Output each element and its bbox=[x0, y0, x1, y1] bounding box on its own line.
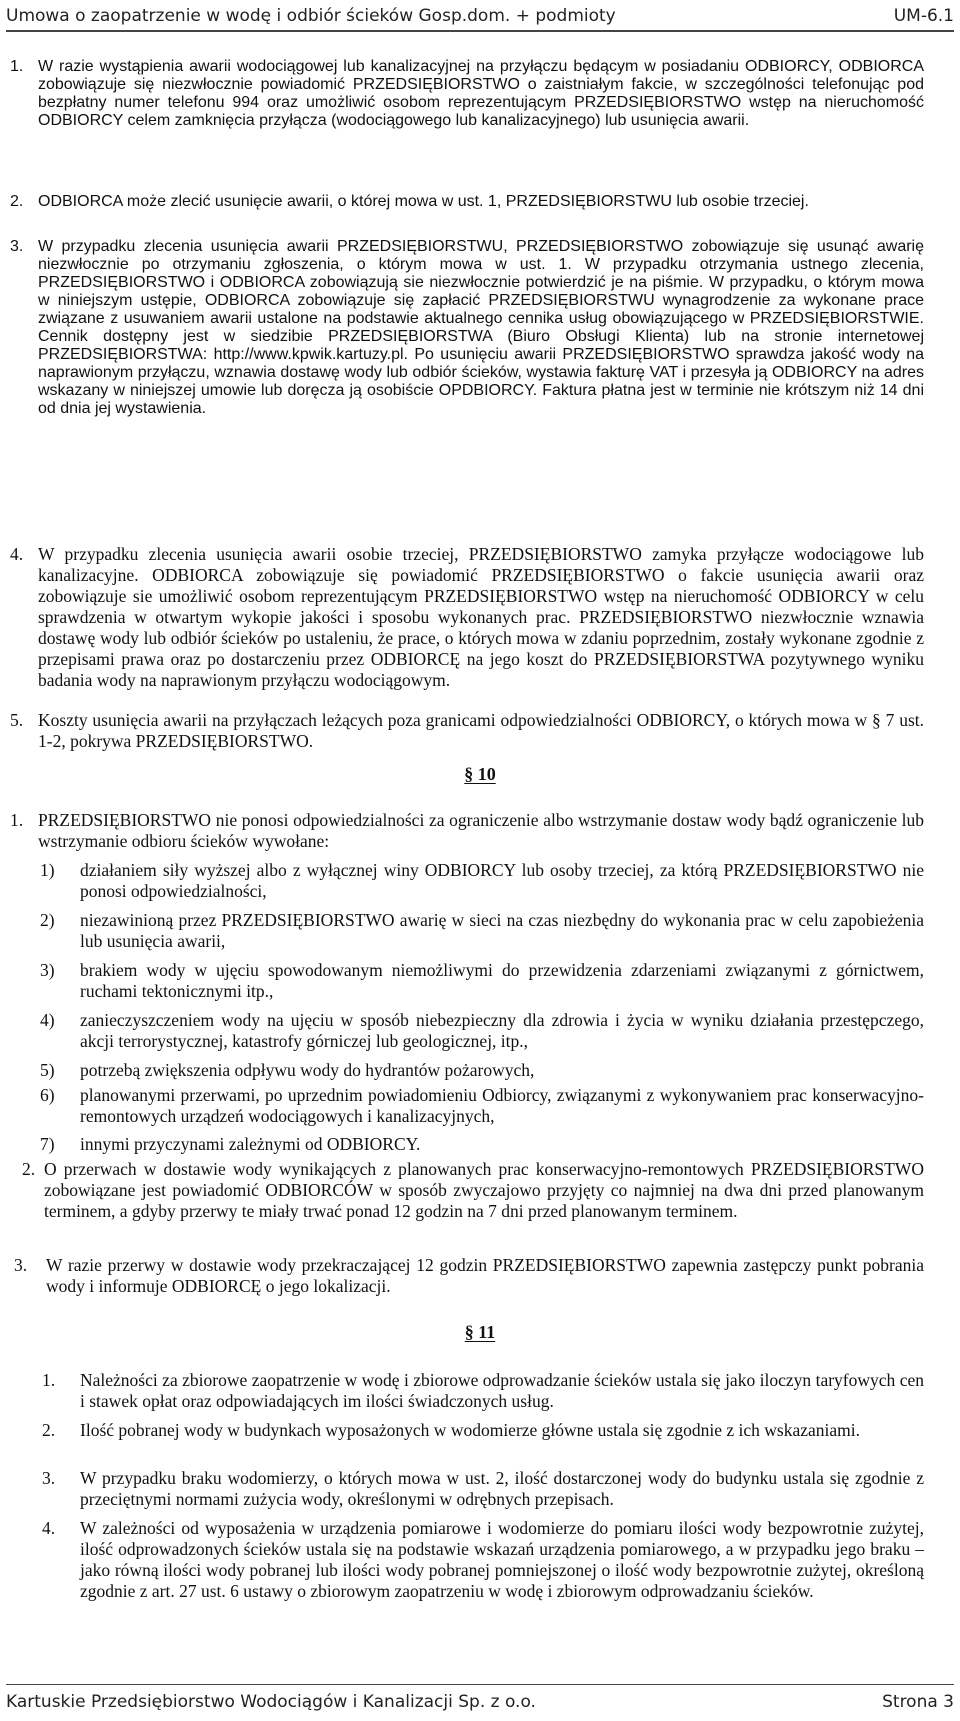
paragraph-number: 5. bbox=[10, 710, 24, 730]
section-10-intro bbox=[4, 810, 924, 852]
paragraph-text: W razie wystąpienia awarii wodociągowej lub kanalizacyjnej na przyłączu będącym w posiadaniu ODBIORCY, ODBIORCA zobowiązuje się niezwłocznie powiadomić PRZEDSIĘBIORSTWO o zaistniałym fakcie, w szczególności telefonując pod bezpłatny numer telefonu 994 oraz umożliwić osobom reprezentującym PRZEDSIĘBIORSTWO wstęp na nieruchomość ODBIORCY celem zamknięcia przyłącza (wodociągowego lub kanalizacyjnego) lub usunięcia awarii. bbox=[38, 58, 924, 129]
paragraph-text: W przypadku zlecenia usunięcia awarii osobie trzeciej, PRZEDSIĘBIORSTWO zamyka przyłącze wodociągowe lub kanalizacyjne. ODBIORCA zobowiązuje się powiadomić PRZEDSIĘBIORSTWO o fakcie usunięcia awarii oraz zobowiązuje sie umożliwić osobom reprezentującym PRZEDSIĘBIORSTWO wstęp na nieruchomość ODBIORCY w celu sprawdzenia w otwartym wykopie jakości i sposobu wykonanych prac. PRZEDSIĘBIORSTWO niezwłocznie wznawia dostawę wody lub odbiór ścieków po ustaleniu, że prace, o których mowa w zdaniu poprzednim, zostały wykonane zgodnie z przepisami prawa oraz po dostarczeniu przez ODBIORCĘ na jego koszt do PRZEDSIĘBIORSTWA pozytywnego wyniku badania wody na naprawionym przyłączu wodociągowym. bbox=[38, 544, 924, 690]
page-footer bbox=[6, 1684, 954, 1714]
paragraph-text: W przypadku braku wodomierzy, o których mowa w ust. 2, ilość dostarczonej wody do budynku ustala się zgodnie z przeciętnymi normami zużycia wody, określonymi w odrębnych przepisach. bbox=[80, 1468, 924, 1509]
paragraph-number: 3. bbox=[42, 1468, 56, 1488]
paragraph-number: 2. bbox=[10, 193, 24, 210]
paragraph-number: 1. bbox=[42, 1370, 56, 1390]
paragraph-text: W przypadku zlecenia usunięcia awarii PRZEDSIĘBIORSTWU, PRZEDSIĘBIORSTWO zobowiązuje się usunąć awarię niezwłocznie po otrzymaniu zgłoszenia, o którym mowa w ust. 1. W przypadku otrzymania ustnego zlecenia, PRZEDSIĘBIORSTWO i ODBIORCA zobowiązują sie niezwłocznie potwierdzić je na piśmie. W przypadku, o którym mowa w niniejszym ustępie, ODBIORCA zobowiązuje się zapłacić PRZEDSIĘBIORSTWU wynagrodzenie za wykonane prace związane z usuwaniem awarii ustalone na podstawie aktualnego cennika usług obowiązującego w PRZEDSIĘBIORSTWIE. Cennik dostępny jest w siedzibie PRZEDSIĘBIORSTWA (Biuro Obsługi Klienta) lub na stronie internetowej PRZEDSIĘBIORSTWA: http://www.kpwik.kartuzy.pl. Po usunięciu awarii PRZEDSIĘBIORSTWO sprawdza jakość wody na naprawionym przyłączu, wznawia dostawę wody lub odbiór ścieków, wystawia fakturę VAT i przesyła ją ODBIORCY na adres wskazany w niniejszej umowie lub doręcza ją osobiście OPDBIORCY. Faktura płatna jest w terminie nie krótszym niż 14 dni od dnia jej wystawienia. bbox=[38, 238, 924, 417]
paragraph-text: Należności za zbiorowe zaopatrzenie w wodę i zbiorowe odprowadzanie ścieków ustala się jako iloczyn taryfowych cen i stawek opłat oraz odpowiadających im ilości świadczonych usług. bbox=[80, 1370, 924, 1411]
subitem-number: 2) bbox=[40, 910, 55, 930]
paragraph-number: 4. bbox=[10, 544, 24, 564]
subitem-text: planowanymi przerwami, po uprzednim powiadomieniu Odbiorcy, związanymi z wykonywaniem prac konserwacyjno-remontowych urządzeń wodociągowych i kanalizacyjnych, bbox=[80, 1085, 924, 1126]
subitem-number: 6) bbox=[40, 1085, 55, 1105]
header-rule bbox=[6, 30, 954, 32]
paragraph-number: 1. bbox=[10, 58, 24, 75]
section-10-subitem-5 bbox=[4, 1060, 924, 1081]
subitem-text: niezawinioną przez PRZEDSIĘBIORSTWO awarię w sieci na czas niezbędny do wykonania prac w celu zapobieżenia lub usunięcia awarii, bbox=[80, 910, 924, 951]
page-number: Strona 3 bbox=[882, 1692, 954, 1712]
paragraph-1 bbox=[4, 58, 924, 130]
paragraph-text: W zależności od wyposażenia w urządzenia pomiarowe i wodomierze do pomiaru ilości wody bezpowrotnie zużytej, ilość odprowadzonych ścieków ustala się na podstawie wskazań urządzenia pomiarowego, a w przypadku jego braku – jako równą ilości wody pobranej lub ilości wody pobranej pomniejszonej o ilość wody bezpowrotnie zużytej, określoną zgodnie z art. 27 ust. 6 ustawy o zbiorowym zaopatrzeniu w wodę i zbiorowym odprowadzaniu ścieków. bbox=[80, 1518, 924, 1601]
subitem-number: 3) bbox=[40, 960, 55, 980]
section-10-subitem-3 bbox=[4, 960, 924, 1002]
section-11-paragraph-1 bbox=[4, 1370, 924, 1412]
subitem-number: 4) bbox=[40, 1010, 55, 1030]
paragraph-text: PRZEDSIĘBIORSTWO nie ponosi odpowiedzialności za ograniczenie albo wstrzymanie dostaw wody bądź ograniczenie lub wstrzymanie odbioru ścieków wywołane: bbox=[38, 810, 924, 851]
paragraph-text: Koszty usunięcia awarii na przyłączach leżących poza granicami odpowiedzialności ODBIORCY, o których mowa w § 7 ust. 1-2, pokrywa PRZEDSIĘBIORSTWO. bbox=[38, 710, 924, 751]
header-doc-code: UM-6.1 bbox=[893, 6, 954, 26]
footer-rule bbox=[6, 1684, 954, 1685]
section-10-subitem-7 bbox=[4, 1134, 924, 1155]
section-10-heading: § 10 bbox=[464, 764, 496, 784]
subitem-text: brakiem wody w ujęciu spowodowanym niemożliwymi do przewidzenia zdarzeniami związanymi z górnictwem, ruchami tektonicznymi itp., bbox=[80, 960, 924, 1001]
section-10-subitem-2 bbox=[4, 910, 924, 952]
subitem-number: 1) bbox=[40, 860, 55, 880]
subitem-text: potrzebą zwiększenia odpływu wody do hydrantów pożarowych, bbox=[80, 1060, 535, 1080]
paragraph-number: 2. bbox=[22, 1159, 36, 1179]
section-10-paragraph-2 bbox=[4, 1159, 924, 1222]
footer-company: Kartuskie Przedsiębiorstwo Wodociągów i Kanalizacji Sp. z o.o. bbox=[6, 1692, 536, 1712]
paragraph-text: O przerwach w dostawie wody wynikających z planowanych prac konserwacyjno-remontowych PRZEDSIĘBIORSTWO zobowiązane jest powiadomić ODBIORCÓW w sposób zwyczajowo przyjęty co najmniej na dwa dni przed planowanym terminem, a gdyby przerwy te miały trwać ponad 12 godzin na 7 dni przed planowanym terminem. bbox=[44, 1159, 924, 1221]
paragraph-text: W razie przerwy w dostawie wody przekraczającej 12 godzin PRZEDSIĘBIORSTWO zapewnia zastępczy punkt pobrania wody i informuje ODBIORCĘ o jego lokalizacji. bbox=[46, 1255, 924, 1296]
section-10-subitem-1 bbox=[4, 860, 924, 902]
subitem-number: 7) bbox=[40, 1134, 55, 1154]
page-header bbox=[6, 0, 954, 32]
section-10-subitem-4 bbox=[4, 1010, 924, 1052]
paragraph-number: 4. bbox=[42, 1518, 56, 1538]
subitem-text: innymi przyczynami zależnymi od ODBIORCY. bbox=[80, 1134, 421, 1154]
section-10-subitem-6 bbox=[4, 1085, 924, 1127]
section-11-paragraph-2 bbox=[4, 1420, 924, 1441]
paragraph-number: 2. bbox=[42, 1420, 56, 1440]
paragraph-text: ODBIORCA może zlecić usunięcie awarii, o której mowa w ust. 1, PRZEDSIĘBIORSTWU lub osobie trzeciej. bbox=[38, 193, 809, 210]
section-11-paragraph-4 bbox=[4, 1518, 924, 1602]
paragraph-2 bbox=[4, 193, 924, 211]
paragraph-text: Ilość pobranej wody w budynkach wyposażonych w wodomierze główne ustala się zgodnie z ich wskazaniami. bbox=[80, 1420, 860, 1440]
paragraph-number: 3. bbox=[14, 1255, 28, 1275]
section-11-paragraph-3 bbox=[4, 1468, 924, 1510]
subitem-text: działaniem siły wyższej albo z wyłącznej winy ODBIORCY lub osoby trzeciej, za którą PRZEDSIĘBIORSTWO nie ponosi odpowiedzialności, bbox=[80, 860, 924, 901]
section-10-paragraph-3 bbox=[4, 1255, 924, 1297]
header-title: Umowa o zaopatrzenie w wodę i odbiór ścieków Gosp.dom. + podmioty bbox=[6, 6, 616, 26]
subitem-text: zanieczyszczeniem wody na ujęciu w sposób niebezpieczny dla zdrowia i życia w wyniku działania przestępczego, akcji terrorystycznej, katastrofy górniczej lub geologicznej, itp., bbox=[80, 1010, 924, 1051]
section-11-heading: § 11 bbox=[464, 1322, 496, 1342]
paragraph-4 bbox=[4, 544, 924, 691]
paragraph-3 bbox=[4, 238, 924, 418]
paragraph-number: 3. bbox=[10, 238, 24, 255]
subitem-number: 5) bbox=[40, 1060, 55, 1080]
paragraph-5 bbox=[4, 710, 924, 752]
paragraph-number: 1. bbox=[10, 810, 24, 830]
